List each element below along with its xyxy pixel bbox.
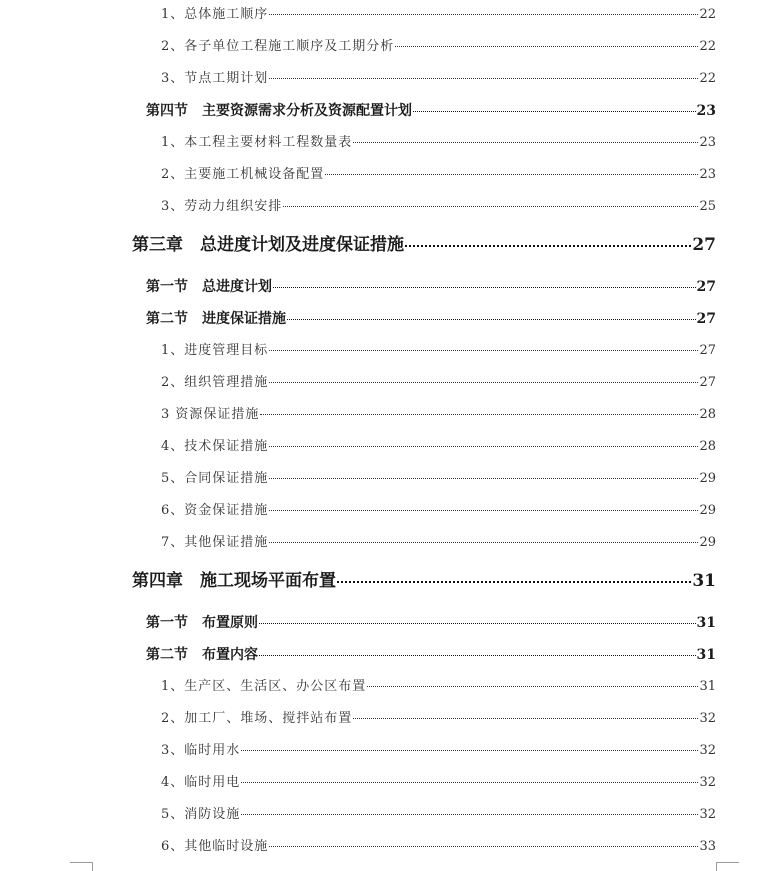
- toc-entry-title: 6、其他临时设施: [161, 839, 269, 854]
- toc-page-number: 32: [699, 743, 716, 758]
- toc-entry-title: 3、节点工期计划: [161, 71, 269, 86]
- toc-dot-leader: [260, 414, 698, 415]
- toc-page-number: 27: [692, 235, 716, 255]
- toc-dot-leader: [287, 319, 696, 320]
- toc-dot-leader: [269, 78, 698, 79]
- toc-page-number: 22: [699, 39, 716, 54]
- toc-entry-level-2[interactable]: [146, 646, 716, 664]
- toc-entry-title: 1、进度管理目标: [161, 343, 269, 358]
- toc-entry-level-3[interactable]: [161, 342, 716, 359]
- toc-dot-leader: [395, 46, 698, 47]
- toc-entry-level-3[interactable]: [161, 710, 716, 727]
- toc-dot-leader: [337, 581, 691, 583]
- toc-entry-title: 6、资金保证措施: [161, 503, 269, 518]
- toc-entry-title: 4、技术保证措施: [161, 439, 269, 454]
- toc-dot-leader: [269, 446, 698, 447]
- toc-page-number: 28: [699, 439, 716, 454]
- toc-entry-level-3[interactable]: [161, 438, 716, 455]
- toc-page-number: 22: [699, 71, 716, 86]
- toc-dot-leader: [269, 542, 698, 543]
- toc-entry-level-1[interactable]: [132, 570, 716, 592]
- toc-page-number: 31: [699, 679, 716, 694]
- toc-dot-leader: [259, 623, 696, 624]
- toc-entry-title: 7、其他保证措施: [161, 535, 269, 550]
- toc-entry-title: 3、劳动力组织安排: [161, 199, 283, 214]
- toc-dot-leader: [273, 287, 696, 288]
- toc-entry-title: 第三章 总进度计划及进度保证措施: [132, 235, 404, 255]
- toc-page-number: 32: [699, 775, 716, 790]
- toc-page-number: 25: [699, 199, 716, 214]
- toc-entry-level-3[interactable]: [161, 678, 716, 695]
- toc-page-number: 28: [699, 407, 716, 422]
- toc-entry-title: 5、消防设施: [161, 807, 241, 822]
- toc-entry-title: 第四节 主要资源需求分析及资源配置计划: [146, 103, 412, 119]
- toc-dot-leader: [405, 245, 691, 247]
- toc-entry-title: 1、总体施工顺序: [161, 7, 269, 22]
- toc-dot-leader: [269, 14, 698, 15]
- toc-entry-level-3[interactable]: [161, 198, 716, 215]
- toc-page-number: 32: [699, 807, 716, 822]
- toc-entry-level-3[interactable]: [161, 838, 716, 855]
- toc-page-number: 32: [699, 711, 716, 726]
- toc-entry-level-3[interactable]: [161, 502, 716, 519]
- toc-dot-leader: [269, 478, 698, 479]
- toc-dot-leader: [269, 846, 698, 847]
- toc-page-number: 27: [699, 343, 716, 358]
- toc-entry-title: 3、临时用水: [161, 743, 241, 758]
- toc-dot-leader: [269, 350, 698, 351]
- toc-entry-title: 2、加工厂、堆场、搅拌站布置: [161, 711, 353, 726]
- toc-entry-title: 第一节 布置原则: [146, 615, 258, 631]
- toc-page-number: 33: [699, 839, 716, 854]
- toc-dot-leader: [353, 142, 698, 143]
- toc-entry-level-2[interactable]: [146, 278, 716, 296]
- toc-dot-leader: [259, 655, 696, 656]
- toc-entry-level-3[interactable]: [161, 70, 716, 87]
- toc-entry-level-2[interactable]: [146, 310, 716, 328]
- toc-entry-level-3[interactable]: [161, 134, 716, 151]
- toc-page-number: 27: [696, 311, 716, 327]
- toc-page-number: 23: [699, 135, 716, 150]
- toc-dot-leader: [325, 174, 698, 175]
- toc-entry-level-1[interactable]: [132, 234, 716, 256]
- toc-page-number: 27: [696, 279, 716, 295]
- toc-dot-leader: [241, 782, 698, 783]
- toc-entry-level-3[interactable]: [161, 374, 716, 391]
- toc-page-number: 29: [699, 503, 716, 518]
- toc-page-number: 27: [699, 375, 716, 390]
- toc-page-number: 23: [699, 167, 716, 182]
- toc-entry-title: 第二节 布置内容: [146, 647, 258, 663]
- toc-dot-leader: [413, 111, 696, 112]
- toc-entry-level-3[interactable]: [161, 806, 716, 823]
- toc-page-number: 29: [699, 471, 716, 486]
- toc-page-number: 31: [696, 647, 716, 663]
- toc-entry-level-3[interactable]: [161, 38, 716, 55]
- toc-dot-leader: [283, 206, 698, 207]
- toc-page-number: 23: [696, 103, 716, 119]
- toc-entry-level-3[interactable]: [161, 166, 716, 183]
- toc-dot-leader: [367, 686, 698, 687]
- toc-entry-title: 第一节 总进度计划: [146, 279, 272, 295]
- toc-entry-title: 2、组织管理措施: [161, 375, 269, 390]
- toc-entry-title: 4、临时用电: [161, 775, 241, 790]
- toc-entry-level-2[interactable]: [146, 102, 716, 120]
- toc-dot-leader: [269, 510, 698, 511]
- toc-dot-leader: [241, 814, 698, 815]
- toc-entry-level-3[interactable]: [161, 6, 716, 23]
- toc-entry-level-3[interactable]: [161, 470, 716, 487]
- toc-entry-title: 1、生产区、生活区、办公区布置: [161, 679, 367, 694]
- toc-entry-title: 2、各子单位工程施工顺序及工期分析: [161, 39, 395, 54]
- toc-entry-level-2[interactable]: [146, 614, 716, 632]
- toc-entry-level-3[interactable]: [161, 534, 716, 551]
- toc-entry-level-3[interactable]: [161, 742, 716, 759]
- toc-dot-leader: [241, 750, 698, 751]
- toc-entry-title: 3 资源保证措施: [161, 407, 260, 422]
- toc-entry-level-3[interactable]: [161, 406, 716, 423]
- toc-entry-title: 5、合同保证措施: [161, 471, 269, 486]
- toc-page-number: 31: [692, 571, 716, 591]
- toc-entry-title: 1、本工程主要材料工程数量表: [161, 135, 353, 150]
- toc-entry-title: 第二节 进度保证措施: [146, 311, 286, 327]
- toc-page-number: 31: [696, 615, 716, 631]
- toc-page-number: 22: [699, 7, 716, 22]
- toc-page-number: 29: [699, 535, 716, 550]
- toc-dot-leader: [353, 718, 698, 719]
- toc-entry-title: 2、主要施工机械设备配置: [161, 167, 325, 182]
- toc-entry-title: 第四章 施工现场平面布置: [132, 571, 336, 591]
- toc-dot-leader: [269, 382, 698, 383]
- toc-entry-level-3[interactable]: [161, 774, 716, 791]
